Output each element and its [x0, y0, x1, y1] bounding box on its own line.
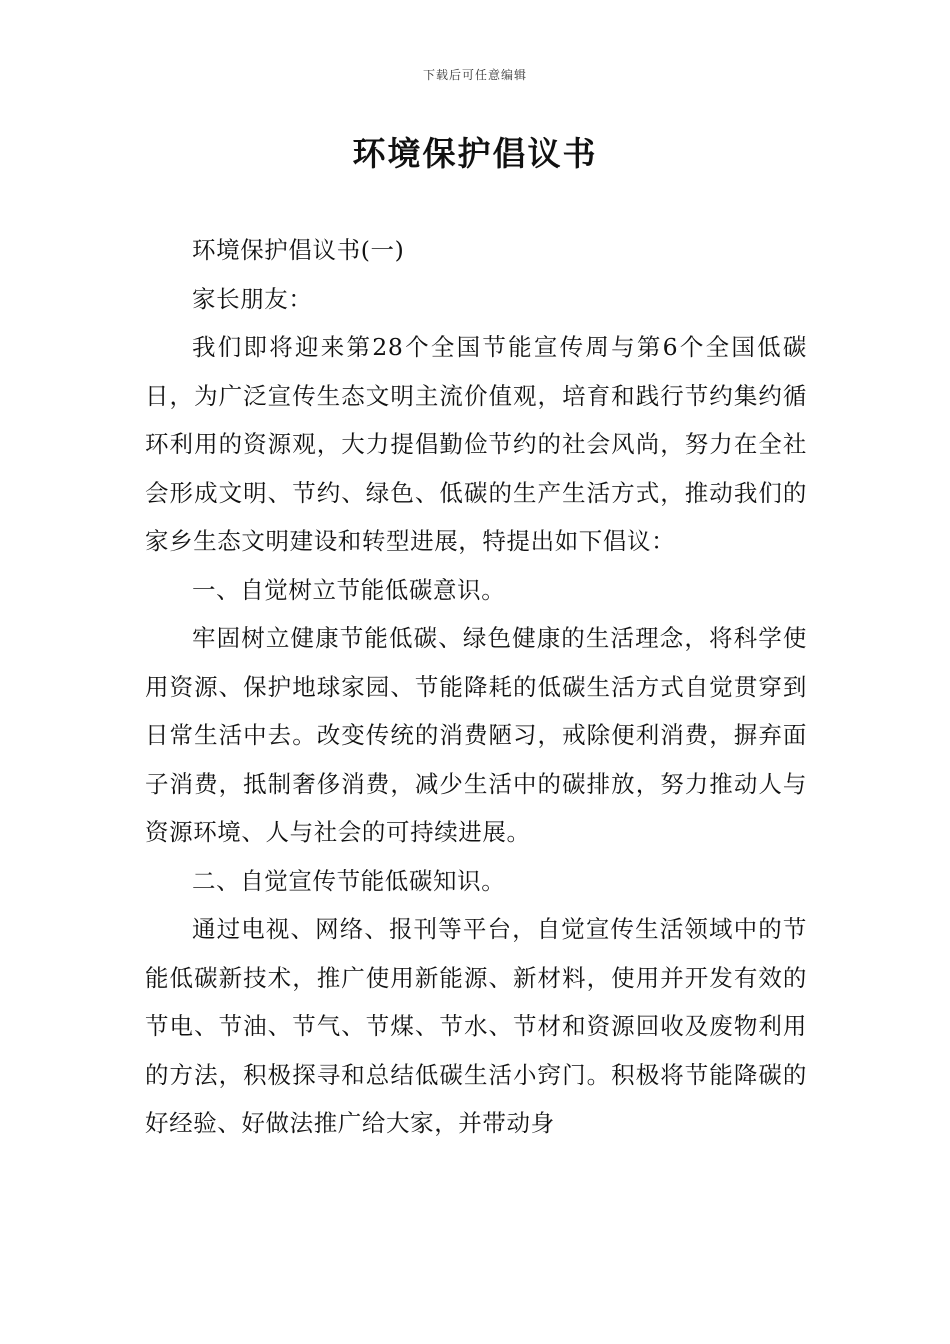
document-body [145, 226, 807, 1148]
section-heading-2: 二、自觉宣传节能低碳知识。 [192, 866, 506, 895]
section-paragraph-2: 通过电视、网络、报刊等平台，自觉宣传生活领域中的节能低碳新技术，推广使用新能源、新材料，使用并开发有效的节电、节油、节气、节煤、节水、节材和资源回收及废物利用的方法，积极探寻和总结低碳生活小窍门。积极将节能降碳的好经验、好做法推广给大家，并带动身 [145, 915, 807, 1137]
salutation-paragraph: 家长朋友： [192, 284, 313, 313]
section-paragraph-1: 牢固树立健康节能低碳、绿色健康的生活理念，将科学使用资源、保护地球家园、节能降耗的低碳生活方式自觉贯穿到日常生活中去。改变传统的消费陋习，戒除便利消费，摒弃面子消费，抵制奢侈消费，减少生活中的碳排放，努力推动人与资源环境、人与社会的可持续进展。 [145, 624, 807, 846]
section-heading-1: 一、自觉树立节能低碳意识。 [192, 575, 506, 604]
header-note: 下载后可任意编辑 [422, 68, 527, 82]
document-title: 环境保护倡议书 [352, 134, 598, 173]
subtitle-paragraph: 环境保护倡议书(一) [192, 236, 405, 264]
intro-paragraph: 我们即将迎来第28个全国节能宣传周与第6个全国低碳日，为广泛宣传生态文明主流价值观，培育和践行节约集约循环利用的资源观，大力提倡勤俭节约的社会风尚，努力在全社会形成文明、节约、绿色、低碳的生产生活方式，推动我们的家乡生态文明建设和转型进展，特提出如下倡议： [145, 333, 807, 555]
